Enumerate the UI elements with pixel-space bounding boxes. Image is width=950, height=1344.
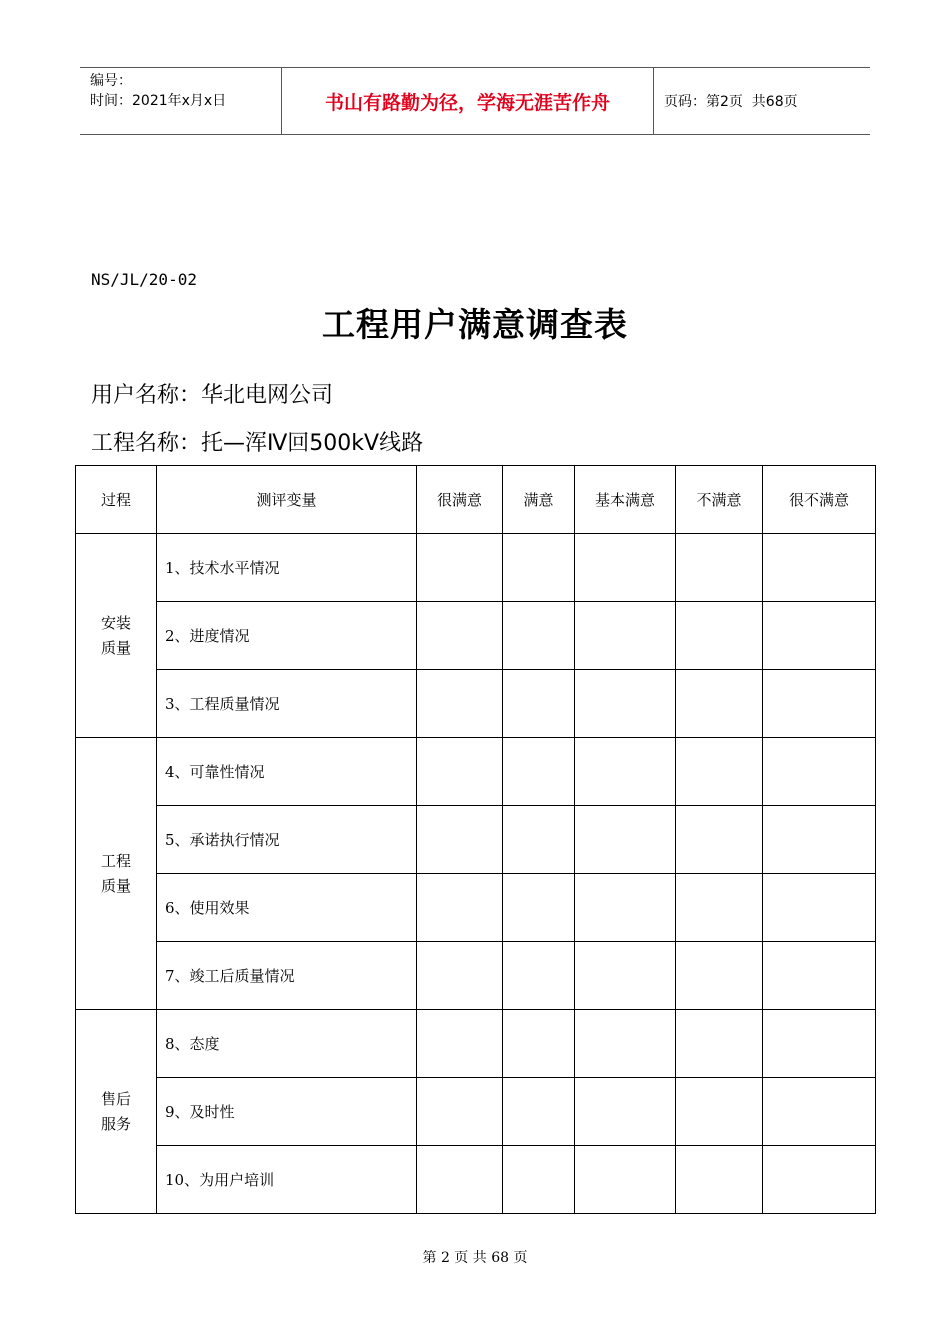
variable-cell: 7、竣工后质量情况 (157, 942, 417, 1010)
rating-cell-satisfied[interactable] (503, 1146, 575, 1214)
table-row (76, 738, 876, 806)
rating-cell-very-satisfied[interactable] (417, 738, 503, 806)
rating-cell-very-dissatisfied[interactable] (763, 874, 876, 942)
rating-cell-dissatisfied[interactable] (676, 738, 763, 806)
rating-cell-basically-satisfied[interactable] (575, 942, 676, 1010)
rating-cell-satisfied[interactable] (503, 738, 575, 806)
rating-cell-dissatisfied[interactable] (676, 1146, 763, 1214)
table-row (76, 602, 876, 670)
rating-cell-dissatisfied[interactable] (676, 806, 763, 874)
rating-cell-very-satisfied[interactable] (417, 602, 503, 670)
col-header-dissatisfied: 不满意 (676, 466, 763, 534)
rating-cell-very-dissatisfied[interactable] (763, 738, 876, 806)
rating-cell-dissatisfied[interactable] (676, 1010, 763, 1078)
rating-cell-basically-satisfied[interactable] (575, 534, 676, 602)
col-header-very-dissatisfied: 很不满意 (763, 466, 876, 534)
rating-cell-dissatisfied[interactable] (676, 942, 763, 1010)
table-row (76, 942, 876, 1010)
rating-cell-very-dissatisfied[interactable] (763, 942, 876, 1010)
col-header-satisfied: 满意 (503, 466, 575, 534)
rating-cell-very-dissatisfied[interactable] (763, 1010, 876, 1078)
variable-cell: 1、技术水平情况 (157, 534, 417, 602)
rating-cell-basically-satisfied[interactable] (575, 670, 676, 738)
rating-cell-satisfied[interactable] (503, 874, 575, 942)
rating-cell-very-dissatisfied[interactable] (763, 1078, 876, 1146)
col-header-very-satisfied: 很满意 (417, 466, 503, 534)
rating-cell-satisfied[interactable] (503, 942, 575, 1010)
variable-cell: 9、及时性 (157, 1078, 417, 1146)
variable-cell: 3、工程质量情况 (157, 670, 417, 738)
variable-cell: 8、态度 (157, 1010, 417, 1078)
rating-cell-basically-satisfied[interactable] (575, 602, 676, 670)
rating-cell-very-dissatisfied[interactable] (763, 806, 876, 874)
rating-cell-very-dissatisfied[interactable] (763, 670, 876, 738)
rating-cell-basically-satisfied[interactable] (575, 1010, 676, 1078)
rating-cell-satisfied[interactable] (503, 602, 575, 670)
table-row (76, 1010, 876, 1078)
table-row (76, 1078, 876, 1146)
process-cell-installation (76, 534, 157, 738)
table-row (76, 534, 876, 602)
table-header-row (76, 466, 876, 534)
variable-cell: 6、使用效果 (157, 874, 417, 942)
rating-cell-dissatisfied[interactable] (676, 602, 763, 670)
process-label: 质量 (100, 876, 131, 895)
rating-cell-very-satisfied[interactable] (417, 1078, 503, 1146)
process-label: 售后 (100, 1089, 131, 1108)
variable-cell: 10、为用户培训 (157, 1146, 417, 1214)
table-row (76, 670, 876, 738)
process-label: 安装 (100, 613, 131, 632)
user-name-line: 用户名称：华北电网公司 (91, 383, 334, 408)
rating-cell-very-satisfied[interactable] (417, 1010, 503, 1078)
variable-cell: 5、承诺执行情况 (157, 806, 417, 874)
rating-cell-satisfied[interactable] (503, 670, 575, 738)
page-info-text: 页码：第2页 共68页 (664, 94, 798, 110)
rating-cell-very-satisfied[interactable] (417, 670, 503, 738)
header-meta (80, 68, 282, 134)
rating-cell-basically-satisfied[interactable] (575, 1146, 676, 1214)
variable-cell: 2、进度情况 (157, 602, 417, 670)
rating-cell-satisfied[interactable] (503, 1010, 575, 1078)
rating-cell-very-dissatisfied[interactable] (763, 534, 876, 602)
page-footer: 第 2 页 共 68 页 (422, 1250, 528, 1266)
process-label: 质量 (100, 638, 131, 657)
variable-cell: 4、可靠性情况 (157, 738, 417, 806)
document-title: 工程用户满意调查表 (322, 305, 628, 344)
rating-cell-satisfied[interactable] (503, 534, 575, 602)
col-header-process: 过程 (76, 466, 157, 534)
document-code: NS/JL/20-02 (91, 270, 197, 289)
col-header-variable: 测评变量 (157, 466, 417, 534)
process-cell-engineering (76, 738, 157, 1010)
rating-cell-dissatisfied[interactable] (676, 534, 763, 602)
rating-cell-dissatisfied[interactable] (676, 670, 763, 738)
rating-cell-satisfied[interactable] (503, 806, 575, 874)
rating-cell-very-dissatisfied[interactable] (763, 602, 876, 670)
rating-cell-basically-satisfied[interactable] (575, 874, 676, 942)
rating-cell-dissatisfied[interactable] (676, 1078, 763, 1146)
rating-cell-satisfied[interactable] (503, 1078, 575, 1146)
process-label: 服务 (100, 1114, 131, 1133)
table-row (76, 806, 876, 874)
project-name-line: 工程名称：托—浑Ⅳ回500kV线路 (91, 431, 424, 456)
page-header (80, 67, 870, 135)
col-header-basically-satisfied: 基本满意 (575, 466, 676, 534)
table-row (76, 1146, 876, 1214)
rating-cell-very-satisfied[interactable] (417, 942, 503, 1010)
rating-cell-basically-satisfied[interactable] (575, 1078, 676, 1146)
rating-cell-basically-satisfied[interactable] (575, 806, 676, 874)
header-page-info (654, 68, 870, 134)
rating-cell-very-dissatisfied[interactable] (763, 1146, 876, 1214)
rating-cell-very-satisfied[interactable] (417, 1146, 503, 1214)
survey-table (75, 465, 876, 1214)
header-motto: 书山有路勤为径，学海无涯苦作舟 (282, 68, 654, 134)
rating-cell-basically-satisfied[interactable] (575, 738, 676, 806)
rating-cell-very-satisfied[interactable] (417, 874, 503, 942)
table-row (76, 874, 876, 942)
rating-cell-very-satisfied[interactable] (417, 806, 503, 874)
rating-cell-very-satisfied[interactable] (417, 534, 503, 602)
process-label: 工程 (100, 851, 131, 870)
serial-label: 编号： (90, 73, 132, 89)
time-label: 时间：2021年x月x日 (90, 93, 227, 109)
process-cell-after-sales (76, 1010, 157, 1214)
rating-cell-dissatisfied[interactable] (676, 874, 763, 942)
